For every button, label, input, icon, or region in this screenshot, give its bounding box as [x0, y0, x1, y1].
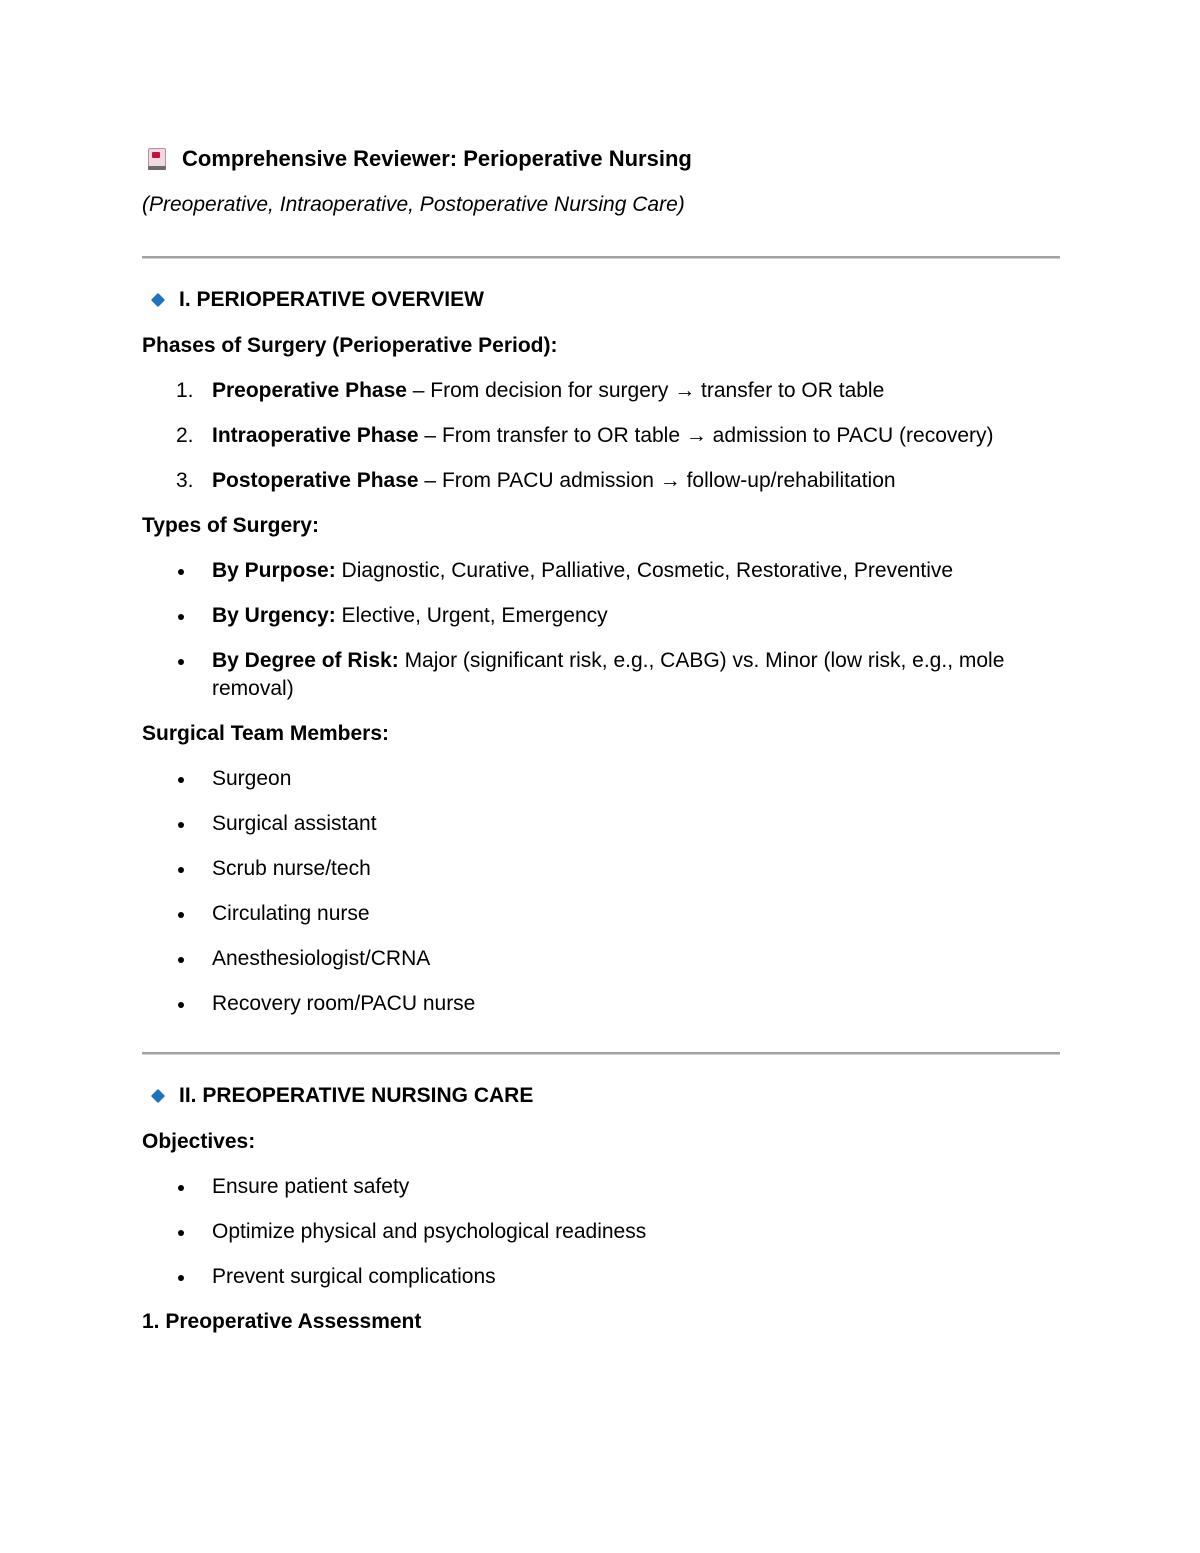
type-text: Major (significant risk, e.g., CABG) vs. Minor (low risk, e.g., mole removal) [212, 649, 1005, 700]
page-subtitle: (Preoperative, Intraoperative, Postoperative Nursing Care) [142, 193, 685, 216]
types-label: Types of Surgery: [142, 514, 319, 537]
type-term: By Degree of Risk: [212, 649, 399, 672]
list-number: 3. [176, 469, 194, 492]
objectives-label: Objectives: [142, 1130, 256, 1153]
bullet [178, 1275, 184, 1281]
bullet [178, 614, 184, 620]
team-member: Circulating nurse [212, 902, 370, 925]
blue-diamond-icon [151, 1089, 165, 1103]
bullet [178, 822, 184, 828]
objective: Ensure patient safety [212, 1175, 410, 1198]
phases-list [142, 377, 1060, 495]
phase-term: Preoperative Phase [212, 379, 407, 402]
bullet [178, 1002, 184, 1008]
list-item [142, 557, 1060, 585]
blue-diamond-icon [151, 293, 165, 307]
list-item [142, 765, 1060, 793]
type-text: Diagnostic, Curative, Palliative, Cosmetic, Restorative, Preventive [335, 559, 954, 582]
section-heading-text: II. PREOPERATIVE NURSING CARE [179, 1084, 534, 1107]
list-item [142, 945, 1060, 973]
objective: Optimize physical and psychological readiness [212, 1220, 647, 1243]
phases-label: Phases of Surgery (Perioperative Period): [142, 334, 558, 357]
list-item [142, 855, 1060, 883]
phase-text: – From PACU admission → follow-up/rehabilitation [418, 469, 896, 492]
phase-term: Postoperative Phase [212, 469, 419, 492]
title-row [142, 140, 1060, 178]
phase-term: Intraoperative Phase [212, 424, 419, 447]
type-text: Elective, Urgent, Emergency [335, 604, 608, 627]
list-item [142, 647, 1060, 703]
phase-text: – From decision for surgery → transfer to OR table [406, 379, 885, 402]
list-item [142, 467, 1060, 495]
bullet [178, 1185, 184, 1191]
team-member: Recovery room/PACU nurse [212, 992, 476, 1015]
list-item [142, 810, 1060, 838]
team-list [142, 765, 1060, 1018]
bullet [178, 569, 184, 575]
type-term: By Urgency: [212, 604, 336, 627]
list-number: 1. [176, 379, 194, 402]
bullet [178, 912, 184, 918]
document-icon [146, 146, 170, 172]
list-item [142, 1173, 1060, 1201]
objective: Prevent surgical complications [212, 1265, 496, 1288]
list-item [142, 1218, 1060, 1246]
page-title: Comprehensive Reviewer: Perioperative Nursing [182, 146, 692, 171]
subsection-heading: 1. Preoperative Assessment [142, 1310, 422, 1333]
team-member: Anesthesiologist/CRNA [212, 947, 431, 970]
team-member: Scrub nurse/tech [212, 857, 371, 880]
list-item [142, 377, 1060, 405]
types-list [142, 557, 1060, 703]
bullet [178, 957, 184, 963]
list-item [142, 900, 1060, 928]
section-heading [142, 285, 1060, 315]
team-member: Surgeon [212, 767, 292, 790]
list-item [142, 422, 1060, 450]
section-heading-text: I. PERIOPERATIVE OVERVIEW [179, 288, 484, 311]
team-label: Surgical Team Members: [142, 722, 390, 745]
document-page [142, 140, 1060, 1336]
list-number: 2. [176, 424, 194, 447]
type-term: By Purpose: [212, 559, 336, 582]
bullet [178, 777, 184, 783]
bullet [178, 1230, 184, 1236]
list-item [142, 602, 1060, 630]
section-heading [142, 1081, 1060, 1111]
list-item [142, 1263, 1060, 1291]
bullet [178, 867, 184, 873]
objectives-list [142, 1173, 1060, 1291]
list-item [142, 990, 1060, 1018]
bullet [178, 659, 184, 665]
team-member: Surgical assistant [212, 812, 377, 835]
phase-text: – From transfer to OR table → admission to PACU (recovery) [418, 424, 994, 447]
